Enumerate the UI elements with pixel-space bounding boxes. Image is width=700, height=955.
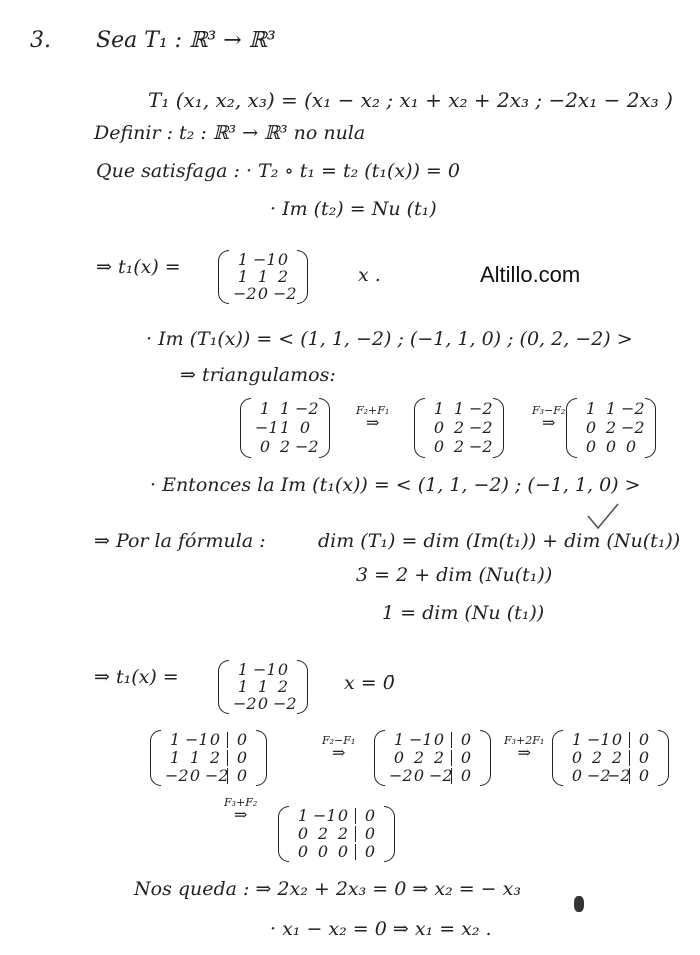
matrix-a xyxy=(218,250,308,304)
matrix-cell: 0 xyxy=(433,437,445,457)
matrix-cell: 0 xyxy=(277,249,289,269)
matrix-row xyxy=(233,284,297,304)
matrix-cell: 1 xyxy=(257,266,269,286)
final-line: · x₁ − x₂ = 0 ⇒ x₁ = x₂ . xyxy=(270,918,492,940)
nos-queda-line: Nos queda : ⇒ 2x₂ + 2x₃ = 0 ⇒ x₂ = − x₃ xyxy=(134,878,521,900)
matrix-cell: 0 xyxy=(355,808,380,824)
matrix-cell: 2 xyxy=(277,676,289,696)
image-kernel-line: · Im (t₂) = Nu (t₁) xyxy=(270,198,437,220)
left-paren xyxy=(218,250,229,304)
matrix-cell: 0 xyxy=(433,417,445,437)
t1x-eq-label: ⇒ t₁(x) = xyxy=(94,666,179,688)
right-paren xyxy=(480,730,491,786)
matrix-grid xyxy=(425,398,493,458)
matrix-cell: 0 xyxy=(297,842,309,861)
matrix-cell: 0 xyxy=(629,768,654,784)
matrix-cell: 0 xyxy=(259,437,271,457)
formula-label: ⇒ Por la fórmula : xyxy=(94,530,266,552)
definir-line: Definir : t₂ : ℝ³ → ℝ³ no nula xyxy=(94,122,366,144)
matrix-grid xyxy=(385,730,480,786)
matrix-cell: 1 xyxy=(433,398,445,418)
matrix-cell: 0 xyxy=(277,659,289,679)
matrix-cell: −2 xyxy=(469,417,493,437)
matrix-cell: 1 xyxy=(169,730,181,749)
matrix-cell: −1 xyxy=(409,730,433,749)
right-paren xyxy=(645,398,656,458)
matrix-cell: −2 xyxy=(295,437,319,457)
matrix-cell: 0 xyxy=(209,730,221,749)
matrix-row xyxy=(233,676,293,696)
dim-formula-2: 3 = 2 + dim (Nu(t₁)) xyxy=(356,564,553,586)
matrix-cell: 1 xyxy=(169,748,181,767)
right-paren xyxy=(493,398,504,458)
image-generators: · Im (T₁(x)) = < (1, 1, −2) ; (−1, 1, 0) ; (0, 2, −2) > xyxy=(146,328,633,350)
matrix-cell: 2 xyxy=(453,417,465,437)
matrix-grid xyxy=(289,806,384,862)
left-paren xyxy=(278,806,289,862)
op-f3-plus-f2: F₃+F₂ ⇒ xyxy=(224,796,258,824)
matrix-cell: 0 xyxy=(393,748,405,767)
matrix-row xyxy=(429,417,493,437)
matrix-cell: −2 xyxy=(273,284,297,304)
matrix-cell: 0 xyxy=(299,417,311,437)
matrix-cell: 2 xyxy=(591,748,603,767)
matrix-cell: 2 xyxy=(337,824,349,843)
matrix-grid xyxy=(251,398,319,458)
right-paren xyxy=(297,250,308,304)
t1x-eq-after: x = 0̄ xyxy=(344,672,395,694)
condition-line: Que satisfaga : · T₂ ∘ t₁ = t₂ (t₁(x)) = 0 xyxy=(96,160,460,182)
matrix-grid xyxy=(577,398,645,458)
matrix-cell: −2 xyxy=(607,766,631,785)
matrix-row xyxy=(165,768,252,784)
matrix-b3 xyxy=(552,730,669,786)
op-f3-plus-2f1: F₃+2F₁ ⇒ xyxy=(504,734,545,762)
matrix-cell: 2 xyxy=(413,748,425,767)
matrix-row xyxy=(389,732,476,748)
left-paren xyxy=(218,660,229,714)
matrix-cell: 2 xyxy=(605,417,617,437)
matrix-grid xyxy=(563,730,658,786)
matrix-cell: 0 xyxy=(189,766,201,785)
check-mark-icon xyxy=(586,502,620,532)
matrix-cell: 0 xyxy=(355,826,380,842)
matrix-row xyxy=(233,694,297,714)
matrix-cell: 0 xyxy=(451,732,476,748)
matrix-cell: −2 xyxy=(621,417,645,437)
matrix-cell: −1 xyxy=(255,417,279,437)
matrix-cell: 0 xyxy=(337,806,349,825)
matrix-cell: 2 xyxy=(209,748,221,767)
matrix-cell: 2 xyxy=(317,824,329,843)
right-paren xyxy=(297,660,308,714)
matrix-row xyxy=(293,844,380,860)
matrix-cell: 0 xyxy=(605,437,617,457)
dim-formula-1: dim (T₁) = dim (Im(t₁)) + dim (Nu(t₁)) xyxy=(318,530,681,552)
matrix-cell: 0 xyxy=(257,694,269,714)
op-f3-minus-f2: F₃−F₂ ⇒ xyxy=(532,404,566,432)
matrix-cell: 0 xyxy=(257,284,269,304)
matrix-cell: 0 xyxy=(625,437,637,457)
matrix-row xyxy=(233,266,293,286)
matrix-cell: 0 xyxy=(227,750,252,766)
matrix-cell: −1 xyxy=(313,806,337,825)
matrix-row xyxy=(429,437,493,457)
op-f2-minus-f1: F₂−F₁ ⇒ xyxy=(322,734,356,762)
ink-blot xyxy=(574,896,584,912)
dim-formula-3: 1 = dim (Nu (t₁)) xyxy=(382,602,545,624)
matrix-row xyxy=(429,398,493,418)
left-paren xyxy=(566,398,577,458)
left-paren xyxy=(150,730,161,786)
matrix-cell: 0 xyxy=(571,766,583,785)
matrix-row xyxy=(567,768,654,784)
matrix-cell: 2 xyxy=(279,437,291,457)
matrix-cell: 0 xyxy=(585,417,597,437)
matrix-cell: 0 xyxy=(413,766,425,785)
matrix-cell: −2 xyxy=(233,284,257,304)
matrix-row xyxy=(389,768,476,784)
matrix-cell: 1 xyxy=(393,730,405,749)
matrix-row xyxy=(233,659,293,679)
matrix-t2 xyxy=(414,398,504,458)
map-declaration: Sea T₁ : ℝ³ → ℝ³ xyxy=(96,28,276,53)
matrix-row xyxy=(165,732,252,748)
watermark: Altillo.com xyxy=(480,262,581,287)
matrix-cell: 1 xyxy=(257,676,269,696)
matrix-cell: −1 xyxy=(253,659,277,679)
matrix-cell: 1 xyxy=(237,266,249,286)
matrix-cell: 0 xyxy=(571,748,583,767)
left-paren xyxy=(414,398,425,458)
matrix-cell: −2 xyxy=(165,766,189,785)
matrix-cell: 0 xyxy=(297,824,309,843)
matrix-cell: 1 xyxy=(279,417,291,437)
matrix-cell: −1 xyxy=(185,730,209,749)
left-paren xyxy=(374,730,385,786)
matrix-cell: 0 xyxy=(433,730,445,749)
t1-definition: T₁ (x₁, x₂, x₃) = (x₁ − x₂ ; x₁ + x₂ + 2x₃ ; −2x₁ − 2x₃ ) xyxy=(148,88,673,112)
matrix-cell: 1 xyxy=(571,730,583,749)
matrix-cell: −2 xyxy=(273,694,297,714)
matrix-cell: 0 xyxy=(317,842,329,861)
matrix-cell: 0 xyxy=(451,768,476,784)
right-paren xyxy=(256,730,267,786)
matrix-cell: 1 xyxy=(259,398,271,418)
matrix-cell: 2 xyxy=(611,748,623,767)
matrix-cell: −2 xyxy=(295,398,319,418)
matrix-a2 xyxy=(218,660,308,714)
matrix-cell: 1 xyxy=(237,659,249,679)
matrix-row xyxy=(581,439,641,455)
matrix-row xyxy=(293,826,380,842)
left-paren xyxy=(552,730,563,786)
matrix-row xyxy=(255,417,315,437)
matrix-cell: −2 xyxy=(389,766,413,785)
entonces-line: · Entonces la Im (t₁(x)) = < (1, 1, −2) ; (−1, 1, 0) > xyxy=(150,474,641,496)
matrix-grid xyxy=(229,250,297,304)
matrix-cell: 0 xyxy=(451,750,476,766)
op-f2-plus-f1: F₂+F₁ ⇒ xyxy=(356,404,390,432)
matrix-cell: −2 xyxy=(429,766,453,785)
matrix-cell: −1 xyxy=(253,249,277,269)
matrix-grid xyxy=(229,660,297,714)
matrix-cell: −2 xyxy=(469,437,493,457)
matrix-cell: 0 xyxy=(611,730,623,749)
matrix-row xyxy=(255,398,319,418)
matrix-cell: −2 xyxy=(621,398,645,418)
matrix-row xyxy=(165,750,252,766)
matrix-b1 xyxy=(150,730,267,786)
matrix-cell: 0 xyxy=(227,732,252,748)
matrix-row xyxy=(567,732,654,748)
matrix-cell: 0 xyxy=(629,732,654,748)
matrix-b2 xyxy=(374,730,491,786)
matrix-row xyxy=(581,398,645,418)
matrix-cell: 2 xyxy=(277,266,289,286)
matrix-t1 xyxy=(240,398,330,458)
matrix-cell: 0 xyxy=(355,844,380,860)
matrix-cell: 1 xyxy=(453,398,465,418)
matrix-row xyxy=(389,750,476,766)
matrix-row xyxy=(233,249,293,269)
matrix-cell: 1 xyxy=(605,398,617,418)
matrix-cell: −2 xyxy=(587,766,611,785)
matrix-cell: −2 xyxy=(205,766,229,785)
right-paren xyxy=(384,806,395,862)
matrix-t3 xyxy=(566,398,656,458)
matrix-row xyxy=(255,437,319,457)
t1x-after: x . xyxy=(358,264,381,286)
matrix-cell: 1 xyxy=(237,249,249,269)
right-paren xyxy=(319,398,330,458)
matrix-cell: 0 xyxy=(629,750,654,766)
t1x-label: ⇒ t₁(x) = xyxy=(96,256,181,278)
matrix-cell: 2 xyxy=(433,748,445,767)
matrix-row xyxy=(293,808,380,824)
matrix-cell: −2 xyxy=(469,398,493,418)
matrix-cell: 2 xyxy=(453,437,465,457)
item-number: 3. xyxy=(30,28,51,53)
matrix-cell: −2 xyxy=(233,694,257,714)
matrix-cell: 0 xyxy=(585,437,597,457)
matrix-grid xyxy=(161,730,256,786)
matrix-cell: 1 xyxy=(585,398,597,418)
matrix-cell: −1 xyxy=(587,730,611,749)
matrix-row xyxy=(581,417,645,437)
right-paren xyxy=(658,730,669,786)
matrix-cell: 1 xyxy=(189,748,201,767)
matrix-cell: 1 xyxy=(297,806,309,825)
matrix-b4 xyxy=(278,806,395,862)
matrix-cell: 0 xyxy=(337,842,349,861)
matrix-cell: 1 xyxy=(237,676,249,696)
matrix-cell: 0 xyxy=(227,768,252,784)
matrix-cell: 1 xyxy=(279,398,291,418)
triangulate-label: ⇒ triangulamos: xyxy=(180,364,336,386)
left-paren xyxy=(240,398,251,458)
matrix-row xyxy=(567,750,654,766)
